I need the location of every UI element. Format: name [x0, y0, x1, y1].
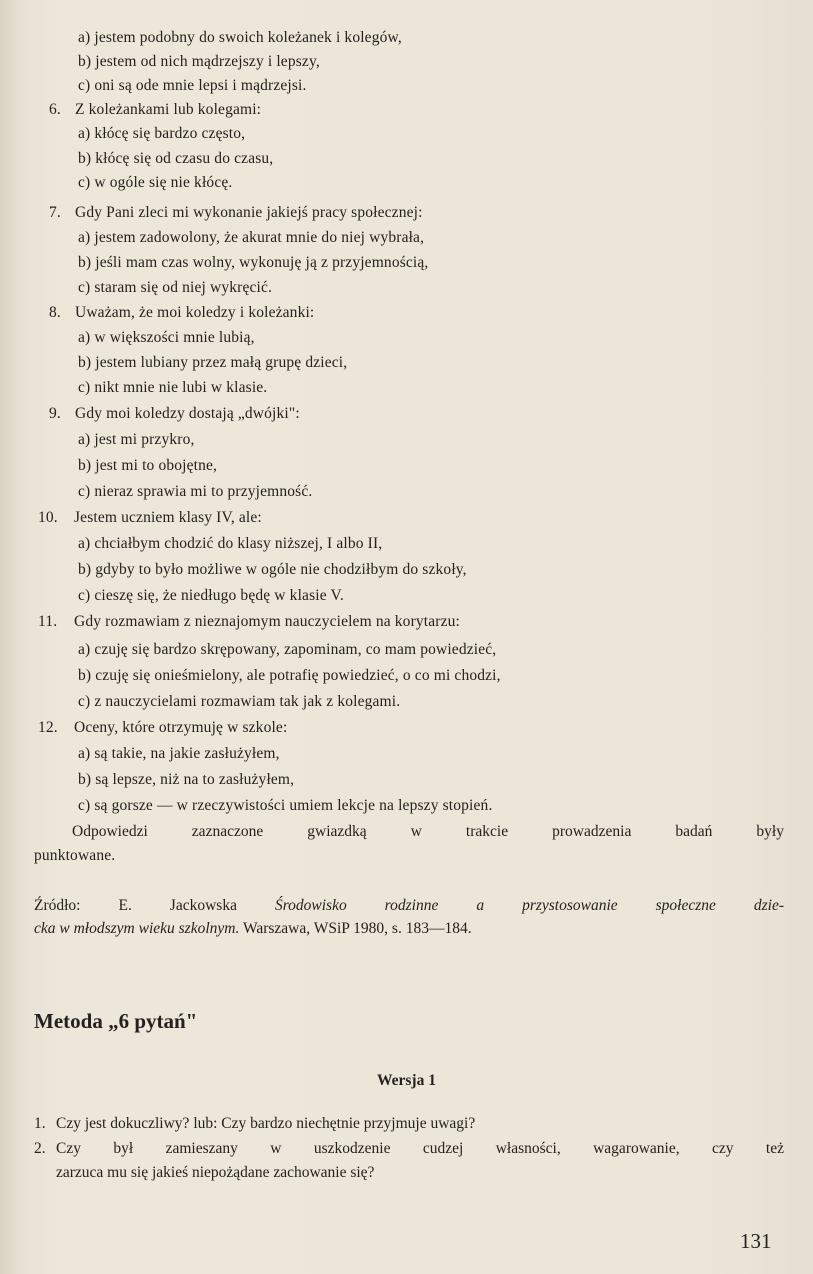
list-item [78, 278, 272, 298]
option-text: są lepsze, niż na to zasłużyłem, [95, 771, 295, 788]
list-item [78, 76, 307, 96]
list-item [78, 560, 467, 580]
source-title-part-2: cka w młodszym wieku szkolnym. [34, 920, 240, 937]
method-question-2 [34, 1137, 784, 1185]
option-text: oni są ode mnie lepsi i mądrzejsi. [94, 77, 307, 94]
list-item [78, 124, 245, 144]
option-text: są gorsze — w rzeczywistości umiem lekcje na lepszy stopień. [94, 797, 493, 814]
note-paragraph-line-1: Odpowiedzi zaznaczone gwiazdką w trakcie prowadzenia badań były [72, 823, 784, 840]
question-7 [49, 203, 423, 223]
list-item [78, 430, 195, 450]
method-question-1 [34, 1112, 784, 1136]
question-8 [49, 303, 314, 323]
option-label: b) [78, 354, 92, 371]
option-text: z nauczycielami rozmawiam tak jak z kolegami. [94, 693, 401, 710]
option-text: kłócę się od czasu do czasu, [95, 150, 274, 167]
list-item [78, 640, 496, 660]
option-text: kłócę się bardzo często, [94, 125, 246, 142]
list-item [78, 796, 492, 816]
question-text: Czy jest dokuczliwy? lub: Czy bardzo niechętnie przyjmuje uwagi? [56, 1115, 476, 1132]
source-prefix: Źródło: E. Jackowska [34, 897, 275, 914]
option-text: nieraz sprawia mi to przyjemność. [94, 483, 313, 500]
option-label: a) [78, 745, 91, 762]
source-citation [34, 894, 784, 940]
list-item [78, 692, 400, 712]
question-number: 10. [38, 509, 58, 526]
question-9 [49, 404, 300, 424]
option-label: a) [78, 641, 91, 658]
list-item [78, 770, 294, 790]
section-heading: Metoda „6 pytań" [34, 1009, 198, 1033]
option-label: b) [78, 771, 92, 788]
question-text: Gdy Pani zleci mi wykonanie jakiejś pracy społecznej: [75, 204, 423, 221]
list-item [78, 149, 273, 169]
list-item [78, 534, 382, 554]
option-text: jestem podobny do swoich koleżanek i kolegów, [94, 29, 402, 46]
question-6 [49, 100, 261, 120]
question-text: Uważam, że moi koledzy i koleżanki: [75, 304, 315, 321]
option-label: c) [78, 797, 91, 814]
list-item [78, 28, 402, 48]
list-item [78, 378, 267, 398]
option-text: jestem zadowolony, że akurat mnie do niej wybrała, [94, 229, 425, 246]
option-label: c) [78, 379, 91, 396]
question-number: 12. [38, 719, 58, 736]
question-10 [38, 508, 262, 528]
option-text: w większości mnie lubią, [94, 329, 255, 346]
list-item [78, 666, 501, 686]
option-text: nikt mnie nie lubi w klasie. [94, 379, 268, 396]
question-line-1 [34, 1137, 784, 1161]
question-number: 1. [34, 1115, 46, 1132]
list-item [78, 173, 232, 193]
option-text: cieszę się, że niedługo będę w klasie V. [94, 587, 344, 604]
option-label: a) [78, 329, 91, 346]
list-item [78, 744, 280, 764]
question-number: 8. [49, 304, 61, 321]
option-label: c) [78, 693, 91, 710]
list-item [78, 328, 255, 348]
list-item [78, 52, 320, 72]
option-label: b) [78, 561, 92, 578]
version-heading: Wersja 1 [377, 1072, 436, 1089]
option-text: jest mi przykro, [94, 431, 195, 448]
option-text: czuję się bardzo skrępowany, zapominam, co mam powiedzieć, [94, 641, 497, 658]
list-item [78, 482, 312, 502]
question-number: 9. [49, 405, 61, 422]
option-label: a) [78, 431, 91, 448]
option-text: czuję się onieśmielony, ale potrafię powiedzieć, o co mi chodzi, [95, 667, 501, 684]
option-text: jeśli mam czas wolny, wykonuję ją z przyjemnością, [95, 254, 429, 271]
option-label: b) [78, 254, 92, 271]
list-item [78, 456, 217, 476]
question-12 [38, 718, 287, 738]
page-number: 131 [740, 1229, 772, 1253]
source-line-2 [34, 920, 472, 937]
option-label: c) [78, 174, 91, 191]
question-line-2: zarzuca mu się jakieś niepożądane zachowanie się? [56, 1164, 375, 1181]
option-text: jestem od nich mądrzejszy i lepszy, [95, 53, 320, 70]
question-number: 6. [49, 101, 61, 118]
question-11 [38, 612, 460, 632]
list-item [78, 253, 428, 273]
option-label: a) [78, 229, 91, 246]
option-text: są takie, na jakie zasłużyłem, [94, 745, 280, 762]
list-item [78, 353, 347, 373]
option-label: a) [78, 535, 91, 552]
option-text: jest mi to obojętne, [95, 457, 218, 474]
option-text: w ogóle się nie kłócę. [94, 174, 233, 191]
option-label: b) [78, 53, 92, 70]
option-label: c) [78, 279, 91, 296]
source-suffix: Warszawa, WSiP 1980, s. 183—184. [239, 920, 472, 937]
question-text: Jestem uczniem klasy IV, ale: [74, 509, 262, 526]
question-number: 2. [34, 1140, 46, 1157]
source-line-1 [34, 894, 784, 917]
question-text: Czy był zamieszany w uszkodzenie cudzej własności, wagarowanie, czy też [56, 1140, 784, 1157]
option-label: c) [78, 587, 91, 604]
option-text: staram się od niej wykręcić. [94, 279, 273, 296]
source-title-part-1: Środowisko rodzinne a przystosowanie społeczne dzie- [274, 897, 785, 914]
option-text: jestem lubiany przez małą grupę dzieci, [95, 354, 348, 371]
option-label: c) [78, 77, 91, 94]
question-text: Z koleżankami lub kolegami: [75, 101, 262, 118]
question-number: 7. [49, 204, 61, 221]
question-text: Gdy rozmawiam z nieznajomym nauczycielem na korytarzu: [74, 613, 460, 630]
option-label: a) [78, 29, 91, 46]
note-paragraph-line-2: punktowane. [34, 847, 116, 864]
option-label: b) [78, 457, 92, 474]
option-label: a) [78, 125, 91, 142]
option-text: chciałbym chodzić do klasy niższej, I albo II, [94, 535, 383, 552]
list-item [78, 586, 344, 606]
question-text: Oceny, które otrzymuję w szkole: [74, 719, 288, 736]
option-label: b) [78, 150, 92, 167]
option-label: b) [78, 667, 92, 684]
question-number: 11. [38, 613, 58, 630]
question-text: Gdy moi koledzy dostają „dwójki": [75, 405, 300, 422]
list-item [78, 228, 424, 248]
option-text: gdyby to było możliwe w ogóle nie chodziłbym do szkoły, [95, 561, 467, 578]
option-label: c) [78, 483, 91, 500]
